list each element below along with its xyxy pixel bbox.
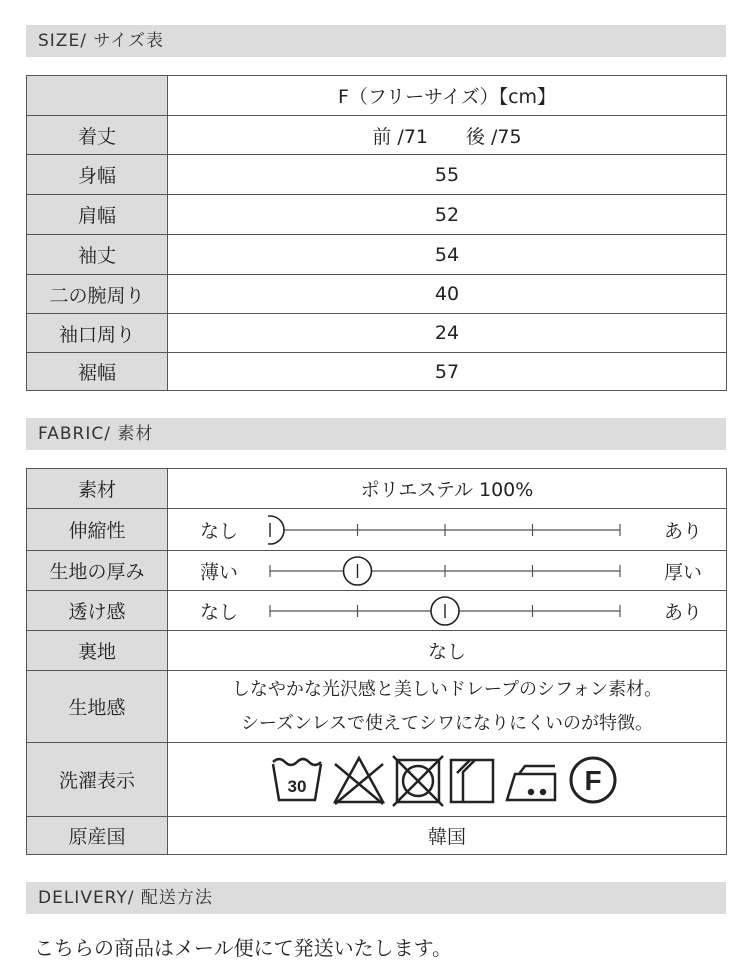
size-row-label: 裾幅 bbox=[27, 353, 168, 391]
scale-right-label: 厚い bbox=[663, 561, 702, 583]
scale-cell bbox=[168, 591, 727, 631]
scale-track bbox=[268, 509, 628, 551]
size-row-label: 袖口周り bbox=[27, 314, 168, 353]
scale-left-label: なし bbox=[200, 601, 239, 623]
no-bleach-icon bbox=[335, 758, 383, 804]
scale-right-label: あり bbox=[663, 601, 702, 623]
dry-clean-f-icon bbox=[571, 758, 615, 802]
size-row bbox=[27, 116, 727, 155]
delivery-section-header: DELIVERY/ 配送方法 bbox=[26, 882, 726, 914]
origin-value: 韓国 bbox=[168, 817, 727, 855]
size-row bbox=[27, 155, 727, 195]
size-row bbox=[27, 195, 727, 235]
scale-row-stretch bbox=[27, 509, 727, 551]
scale-left-label: 薄い bbox=[200, 561, 239, 583]
care-symbols bbox=[168, 743, 727, 817]
size-corner-cell bbox=[27, 76, 168, 116]
size-row bbox=[27, 353, 727, 391]
texture-line: しなやかな光沢感と美しいドレープのシフォン素材。 bbox=[231, 678, 663, 700]
delivery-text: こちらの商品はメール便にて発送いたします。 bbox=[34, 936, 452, 960]
size-header-row bbox=[27, 76, 727, 116]
fabric-table bbox=[26, 468, 727, 855]
iron-low-icon bbox=[507, 766, 555, 800]
scale-right-label: あり bbox=[663, 520, 702, 542]
size-section-header: SIZE/ サイズ表 bbox=[26, 25, 726, 57]
size-row-value: 52 bbox=[168, 195, 727, 235]
scale-label: 透け感 bbox=[27, 591, 168, 631]
size-row-label: 身幅 bbox=[27, 155, 168, 195]
lining-row bbox=[27, 631, 727, 671]
texture-description bbox=[168, 671, 727, 743]
size-row bbox=[27, 235, 727, 275]
scale-cell bbox=[168, 509, 727, 551]
size-row bbox=[27, 314, 727, 353]
size-row-value: 40 bbox=[168, 275, 727, 314]
line-dry-shade-icon bbox=[451, 760, 493, 802]
no-tumble-dry-icon bbox=[393, 756, 443, 806]
size-row-label: 肩幅 bbox=[27, 195, 168, 235]
size-row-label: 着丈 bbox=[27, 116, 168, 155]
material-value: ポリエステル 100% bbox=[168, 469, 727, 509]
texture-label: 生地感 bbox=[27, 671, 168, 743]
size-row-value: 前 /71 後 /75 bbox=[168, 116, 727, 155]
size-table bbox=[26, 75, 727, 391]
dry-clean-letter: F bbox=[584, 764, 602, 796]
scale-label: 伸縮性 bbox=[27, 509, 168, 551]
wash-temp-text: 30 bbox=[287, 776, 307, 796]
care-label: 洗濯表示 bbox=[27, 743, 168, 817]
fabric-material-row bbox=[27, 469, 727, 509]
lining-value: なし bbox=[168, 631, 727, 671]
texture-row bbox=[27, 671, 727, 743]
scale-label: 生地の厚み bbox=[27, 551, 168, 591]
origin-label: 原産国 bbox=[27, 817, 168, 855]
lining-label: 裏地 bbox=[27, 631, 168, 671]
scale-left-label: なし bbox=[200, 520, 239, 542]
size-row-label: 二の腕周り bbox=[27, 275, 168, 314]
scale-row-sheerness bbox=[27, 591, 727, 631]
size-row-value: 57 bbox=[168, 353, 727, 391]
material-label: 素材 bbox=[27, 469, 168, 509]
care-row bbox=[27, 743, 727, 817]
wash-30-icon bbox=[273, 759, 321, 800]
size-row bbox=[27, 275, 727, 314]
size-row-value: 54 bbox=[168, 235, 727, 275]
scale-track bbox=[268, 551, 628, 591]
origin-row bbox=[27, 817, 727, 855]
care-symbols-icons bbox=[267, 750, 627, 810]
texture-line: シーズンレスで使えてシワになりにくいのが特徴。 bbox=[240, 712, 654, 734]
size-row-value: 24 bbox=[168, 314, 727, 353]
scale-row-thickness bbox=[27, 551, 727, 591]
size-column-header: F（フリーサイズ）【cm】 bbox=[168, 76, 727, 116]
scale-cell bbox=[168, 551, 727, 591]
fabric-section-header: FABRIC/ 素材 bbox=[26, 418, 726, 450]
size-row-label: 袖丈 bbox=[27, 235, 168, 275]
scale-track bbox=[268, 591, 628, 631]
size-row-value: 55 bbox=[168, 155, 727, 195]
